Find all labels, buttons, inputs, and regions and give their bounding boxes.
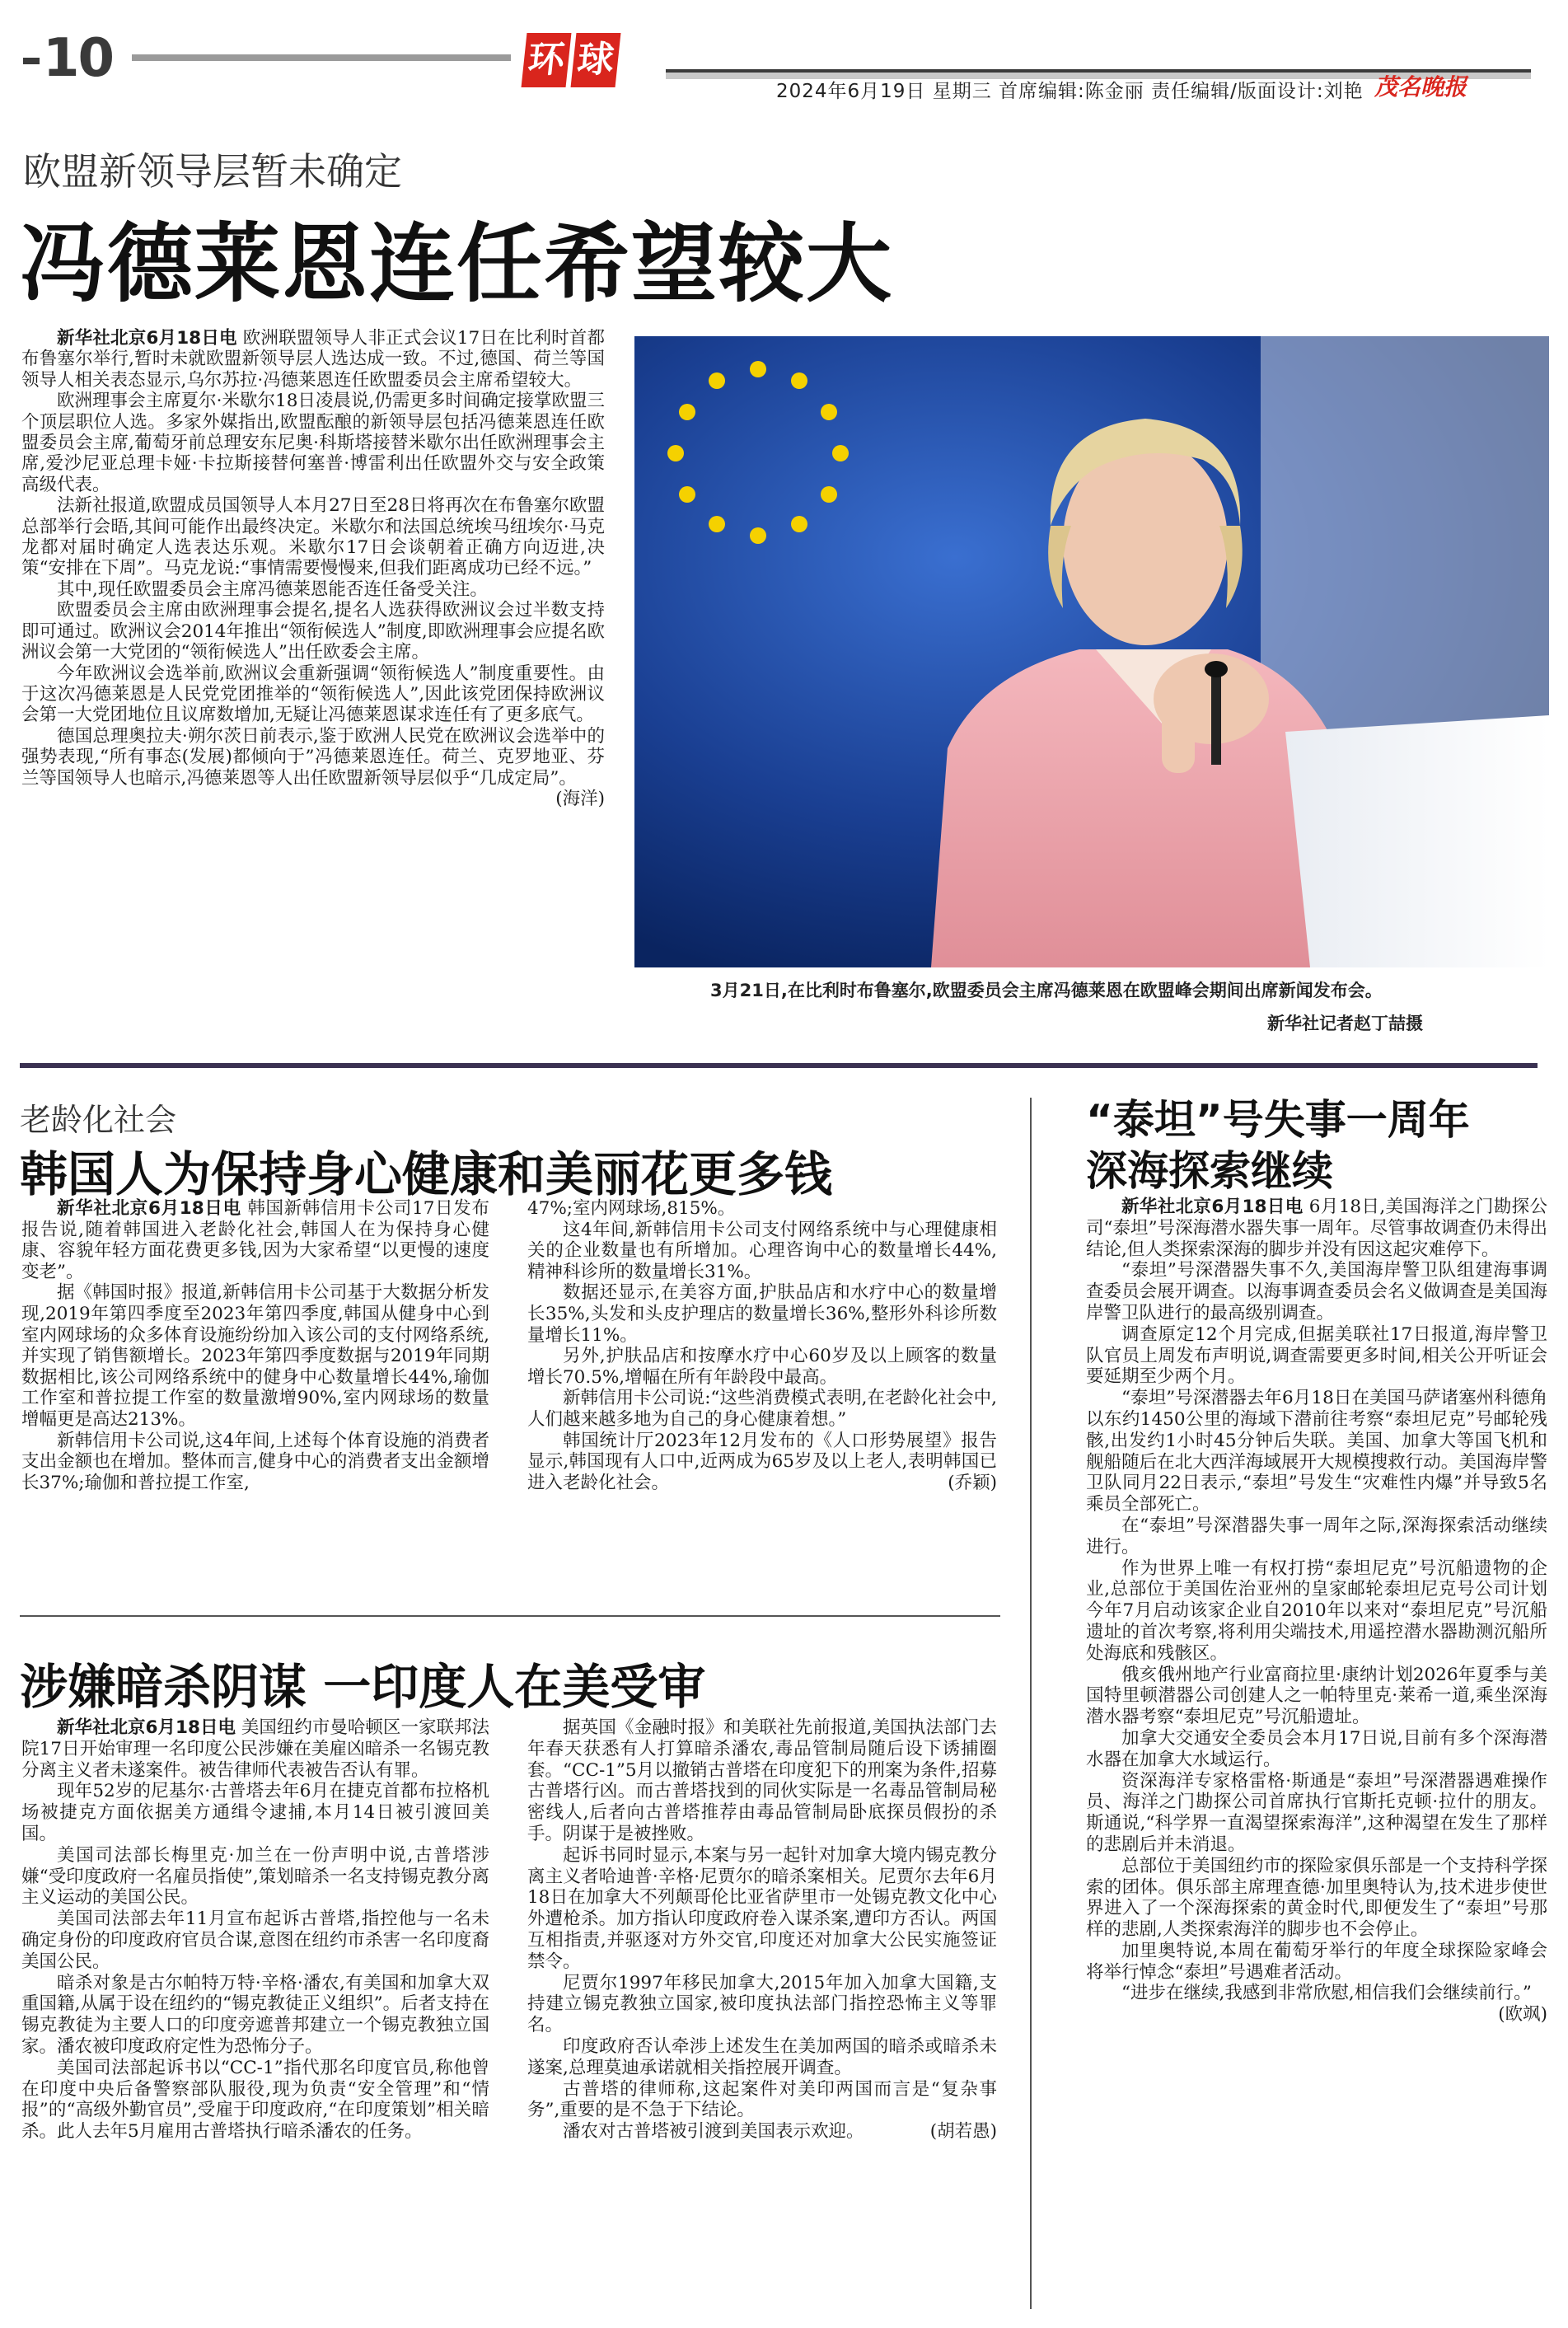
paragraph	[527, 1282, 997, 1346]
paragraph	[527, 1431, 997, 1494]
article2-kicker: 老龄化社会	[20, 1102, 177, 1138]
photo-caption: 3月21日,在比利时布鲁塞尔,欧盟委员会主席冯德莱恩在欧盟峰会期间出席新闻发布会。	[710, 981, 1383, 1000]
paragraph-text: 6月18日,美国海洋之门勘探公司“泰坦”号深海潜水器失事一周年。尽管事故调查仍未得出结论,但人类探索深海的脚步并没有因这起灾难停下。	[1086, 1197, 1547, 1260]
paragraph	[1086, 1983, 1547, 2026]
paragraph-text: 美国司法部长梅里克·加兰在一份声明中说,古普塔涉嫌“受印度政府一名雇员指使”,策划暗杀一名支持锡克教分离主义运动的美国公民。	[21, 1844, 489, 1909]
article2-column-2	[527, 1198, 997, 1493]
paragraph	[21, 391, 605, 495]
article3-title: 涉嫌暗杀阴谋 一印度人在美受审	[20, 1659, 706, 1715]
masthead-rule-left	[132, 54, 511, 61]
paragraph	[1086, 1856, 1547, 1941]
paragraph	[21, 1973, 489, 2058]
paragraph	[21, 600, 605, 663]
paragraph	[1086, 1558, 1547, 1665]
article4-title	[1086, 1094, 1547, 1197]
page-number	[23, 28, 113, 89]
article4-title-line-2: 深海探索继续	[1086, 1147, 1333, 1195]
paragraph	[1086, 1515, 1547, 1558]
byline: (欧飒)	[1498, 2004, 1547, 2026]
section-divider-horizontal	[20, 1063, 1538, 1068]
dateline-lead: 新华社北京6月18日电	[57, 1717, 236, 1738]
paragraph	[21, 579, 605, 600]
dateline: 2024年6月19日 星期三 首席编辑:陈金丽 责任编辑/版面设计:刘艳	[776, 81, 1364, 102]
paragraph-text: 暗杀对象是古尔帕特万特·辛格·潘农,有美国和加拿大双重国籍,从属于设在纽约的“锡克教徒正义组织”。后者支持在锡克教徒为主要人口的印度旁遮普邦建立一个锡克教独立国家。潘农被印度政府定性为恐怖分子。	[21, 1972, 489, 2057]
article1-body	[21, 328, 605, 809]
byline: (乔颖)	[948, 1472, 997, 1493]
paragraph-text: 欧洲联盟领导人非正式会议17日在比利时首都布鲁塞尔举行,暂时未就欧盟新领导层人选达成一致。不过,德国、荷兰等国领导人相关表态显示,乌尔苏拉·冯德莱恩连任欧盟委员会主席希望较大。	[21, 328, 605, 391]
paragraph-text: 尼贾尔1997年移民加拿大,2015年加入加拿大国籍,支持建立锡克教独立国家,被印度执法部门指控恐怖主义等罪名。	[527, 1972, 997, 2036]
section-badge	[524, 33, 618, 87]
paragraph-text: 俄亥俄州地产行业富商拉里·康纳计划2026年夏季与美国特里顿潜器公司创建人之一帕特里克·莱希一道,乘坐深海潜水器考察“泰坦尼克”号沉船遗址。	[1086, 1664, 1547, 1728]
article3-column-1	[21, 1717, 489, 2143]
photo-credit: 新华社记者赵丁喆摄	[1267, 1014, 1423, 1033]
paragraph	[1086, 1728, 1547, 1771]
article3-column-2	[527, 1717, 997, 2143]
section-badge-char-1: 环	[522, 33, 572, 87]
paragraph-text: 在“泰坦”号深潜器失事一周年之际,深海探索活动继续进行。	[1086, 1515, 1547, 1557]
paragraph-text: 印度政府否认牵涉上述发生在美加两国的暗杀或暗杀未遂案,总理莫迪承诺就相关指控展开调查。	[527, 2035, 997, 2078]
paragraph	[527, 1717, 997, 1845]
paragraph	[21, 1282, 489, 1430]
paragraph	[1086, 1260, 1547, 1323]
paragraph-text: “泰坦”号深潜器去年6月18日在美国马萨诸塞州科德角以东约1450公里的海域下潜前往考察“泰坦尼克”号邮轮残骸,出发约1小时45分钟后失联。美国、加拿大等国飞机和舰船随后在北大西洋海域展开大规模搜救行动。美国海岸警卫队同月22日表示,“泰坦”号发生“灾难性内爆”并导致5名乘员全部死亡。	[1086, 1388, 1547, 1515]
paragraph	[21, 1845, 489, 1909]
paragraph-text: 韩国新韩信用卡公司17日发布报告说,随着韩国进入老龄化社会,韩国人在为保持身心健康、容貌年轻方面花费更多钱,因为大家希望“以更慢的速度变老”。	[21, 1198, 489, 1282]
paragraph-text: 据《韩国时报》报道,新韩信用卡公司基于大数据分析发现,2019年第四季度至2023年第四季度,韩国从健身中心到室内网球场的众多体育设施纷纷加入该公司的支付网络系统,并实现了销售额增长。2023年第四季度数据与2019年同期数据相比,该公司网络系统中的健身中心数量增长44%,瑜伽工作室和普拉提工作室的数量激增90%,室内网球场的数量增幅更是高达213%。	[21, 1282, 489, 1430]
paragraph-text: 美国司法部起诉书以“CC-1”指代那名印度官员,称他曾在印度中央后备警察部队服役,现为负责“安全管理”和“情报”的“高级外勤官员”,受雇于印度政府,“在印度策划”相关暗杀。此人去年5月雇用古普塔执行暗杀潘农的任务。	[21, 2057, 489, 2143]
article4-body	[1086, 1197, 1547, 2026]
paragraph	[527, 1845, 997, 1973]
paragraph-text: 美国司法部去年11月宣布起诉古普塔,指控他与一名未确定身份的印度政府官员合谋,意图在纽约市杀害一名印度裔美国公民。	[21, 1909, 489, 1972]
paragraph	[21, 1431, 489, 1494]
paragraph	[527, 1220, 997, 1283]
press-conference-photo	[634, 336, 1549, 967]
paragraph-text: 新韩信用卡公司说,这4年间,上述每个体育设施的消费者支出金额也在增加。整体而言,健身中心的消费者支出金额增长37%;瑜伽和普拉提工作室,	[21, 1430, 489, 1493]
paragraph	[527, 1973, 997, 2036]
paragraph-text: 法新社报道,欧盟成员国领导人本月27日至28日将再次在布鲁塞尔欧盟总部举行会晤,其间可能作出最终决定。米歇尔和法国总统埃马纽埃尔·马克龙都对届时确定人选表达乐观。米歇尔17日会谈朝着正确方向迈进,决策“安排在下周”。马克龙说:“事情需要慢慢来,但我们距离成功已经不远。”	[21, 495, 605, 579]
paragraph-text: 起诉书同时显示,本案与另一起针对加拿大境内锡克教分离主义者哈迪普·辛格·尼贾尔的暗杀案相关。尼贾尔去年6月18日在加拿大不列颠哥伦比亚省萨里市一处锡克教文化中心外遭枪杀。加方指认印度政府卷入谋杀案,遭印方否认。两国互相指责,并驱逐对方外交官,印度还对加拿大公民实施签证禁令。	[527, 1844, 997, 1972]
page-number-dash	[23, 58, 40, 64]
paragraph	[527, 1388, 997, 1430]
paragraph	[21, 663, 605, 726]
article1-kicker: 欧盟新领导层暂未确定	[23, 149, 402, 194]
paragraph-text: 另外,护肤品店和按摩水疗中心60岁及以上顾客的数量增长70.5%,增幅在所有年龄段中最高。	[527, 1346, 997, 1388]
newspaper-logo: 茂名晚报	[1374, 73, 1467, 101]
paragraph	[21, 1198, 489, 1282]
paragraph	[21, 328, 605, 391]
paragraph-text: 美国纽约市曼哈顿区一家联邦法院17日开始审理一名印度公民涉嫌在美雇凶暗杀一名锡克教分离主义者未遂案件。被告律师代表被告否认有罪。	[21, 1717, 489, 1781]
dateline-lead: 新华社北京6月18日电	[1121, 1197, 1304, 1217]
paragraph	[1086, 1197, 1547, 1260]
paragraph	[21, 495, 605, 579]
paragraph-text: 欧盟委员会主席由欧洲理事会提名,提名人选获得欧洲议会过半数支持即可通过。欧洲议会2014年推出“领衔候选人”制度,即欧洲理事会应提名欧洲议会第一大党团的“领衔候选人”出任欧委会主席。	[21, 600, 605, 663]
paragraph	[527, 1198, 997, 1220]
paragraph-text: 作为世界上唯一有权打捞“泰坦尼克”号沉船遗物的企业,总部位于美国佐治亚州的皇家邮轮泰坦尼克号公司计划今年7月启动该家企业自2010年以来对“泰坦尼克”号沉船遗址的首次考察,将利用尖端技术,用遥控潜水器勘测沉船所处海底和残骸区。	[1086, 1557, 1547, 1664]
paragraph-text: 加拿大交通安全委员会本月17日说,目前有多个深海潜水器在加拿大水域运行。	[1086, 1727, 1547, 1770]
byline: (胡若愚)	[929, 2121, 997, 2143]
paragraph	[21, 1909, 489, 1972]
paragraph-text: 古普塔的律师称,这起案件对美印两国而言是“复杂事务”,重要的是不急于下结论。	[527, 2078, 997, 2121]
paragraph	[1086, 1665, 1547, 1728]
article2-column-1	[21, 1198, 489, 1493]
paragraph-text: 新韩信用卡公司说:“这些消费模式表明,在老龄化社会中,人们越来越多地为自己的身心健康着想。”	[527, 1388, 997, 1430]
paragraph	[21, 725, 605, 809]
paragraph-text: “泰坦”号深潜器失事不久,美国海岸警卫队组建海事调查委员会展开调查。以海事调查委员会名义做调查是美国海岸警卫队进行的最高级别调查。	[1086, 1260, 1547, 1323]
paragraph-text: 今年欧洲议会选举前,欧洲议会重新强调“领衔候选人”制度重要性。由于这次冯德莱恩是人民党党团推举的“领衔候选人”,因此该党团保持欧洲议会第一大党团地位且议席数增加,无疑让冯德莱恩谋求连任有了更多底气。	[21, 663, 605, 726]
dateline-lead: 新华社北京6月18日电	[57, 328, 237, 349]
paragraph	[21, 1781, 489, 1844]
paragraph-text: 其中,现任欧盟委员会主席冯德莱恩能否连任备受关注。	[57, 578, 488, 600]
article1-title: 冯德莱恩连任希望较大	[20, 213, 894, 314]
paragraph-text: 这4年间,新韩信用卡公司支付网络系统中与心理健康相关的企业数量也有所增加。心理咨询中心的数量增长44%,精神科诊所的数量增长31%。	[527, 1219, 997, 1282]
paragraph	[1086, 1324, 1547, 1388]
paragraph-text: “进步在继续,我感到非常欣慰,相信我们会继续前行。”	[1121, 1983, 1532, 2004]
article2-title: 韩国人为保持身心健康和美丽花更多钱	[20, 1146, 833, 1202]
paragraph-text: 总部位于美国纽约市的探险家俱乐部是一个支持科学探索的团体。俱乐部主席理查德·加里奥特认为,技术进步使世界进入了一个深海探索的黄金时代,即便发生了“泰坦”号那样的悲剧,人类探索海洋的脚步也不会停止。	[1086, 1855, 1547, 1941]
paragraph-text: 加里奥特说,本周在葡萄牙举行的年度全球探险家峰会将举行悼念“泰坦”号遇难者活动。	[1086, 1940, 1547, 1983]
column-divider-vertical	[1030, 1098, 1032, 2309]
paragraph-text: 调查原定12个月完成,但据美联社17日报道,海岸警卫队官员上周发布声明说,调查需要更多时间,相关公开听证会要延期至少两个月。	[1086, 1323, 1547, 1388]
byline: (海洋)	[555, 788, 605, 809]
paragraph-text: 47%;室内网球场,815%。	[527, 1198, 736, 1219]
paragraph	[1086, 1941, 1547, 1984]
paragraph	[21, 2058, 489, 2143]
paragraph-text: 现年52岁的尼基尔·古普塔去年6月在捷克首都布拉格机场被捷克方面依据美方通缉令逮捕,本月14日被引渡回美国。	[21, 1781, 489, 1844]
paragraph-text: 潘农对古普塔被引渡到美国表示欢迎。	[563, 2121, 864, 2143]
paragraph	[527, 2036, 997, 2079]
paragraph-text: 欧洲理事会主席夏尔·米歇尔18日凌晨说,仍需更多时间确定接掌欧盟三个顶层职位人选。多家外媒指出,欧盟酝酿的新领导层包括冯德莱恩连任欧盟委员会主席,葡萄牙前总理安东尼奥·科斯塔接替米歇尔出任欧洲理事会主席,爱沙尼亚总理卡娅·卡拉斯接替何塞普·博雷利出任欧盟外交与安全政策高级代表。	[21, 391, 605, 495]
paragraph	[527, 2079, 997, 2122]
paragraph	[1086, 1771, 1547, 1856]
article1-photo	[634, 336, 1549, 967]
paragraph	[21, 1717, 489, 1781]
paragraph-text: 据英国《金融时报》和美联社先前报道,美国执法部门去年春天获悉有人打算暗杀潘农,毒品管制局随后设下诱捕圈套。“CC-1”5月以撤销古普塔在印度犯下的刑案为条件,招募古普塔行凶。而古普塔找到的同伙实际是一名毒品管制局秘密线人,后者向古普塔推荐由毒品管制局卧底探员假扮的杀手。阴谋于是被挫败。	[527, 1717, 997, 1844]
paragraph	[527, 1346, 997, 1388]
section-badge-char-2: 球	[571, 33, 621, 87]
page-number-text: 10	[43, 28, 114, 89]
paragraph-text: 德国总理奥拉夫·朔尔茨日前表示,鉴于欧洲人民党在欧洲议会选举中的强势表现,“所有事态(发展)都倾向于”冯德莱恩连任。荷兰、克罗地亚、芬兰等国领导人也暗示,冯德莱恩等人出任欧盟新领导层似乎“几成定局”。	[21, 725, 605, 789]
dateline-lead: 新华社北京6月18日电	[57, 1198, 241, 1219]
paragraph-text: 资深海洋专家格雷格·斯通是“泰坦”号深潜器遇难操作员、海洋之门勘探公司首席执行官斯托克顿·拉什的朋友。斯通说,“科学界一直渴望探索海洋”,这种渴望在发生了那样的悲剧后并未消退。	[1086, 1770, 1547, 1855]
paragraph-text: 韩国统计厅2023年12月发布的《人口形势展望》报告显示,韩国现有人口中,近两成为65岁及以上老人,表明韩国已进入老龄化社会。	[527, 1430, 997, 1493]
paragraph-text: 数据还显示,在美容方面,护肤品店和水疗中心的数量增长35%,头发和头皮护理店的数量增长36%,整形外科诊所数量增长11%。	[527, 1282, 997, 1346]
paragraph	[1086, 1388, 1547, 1515]
article4-title-line-1: “泰坦”号失事一周年	[1086, 1096, 1470, 1144]
article-divider-horizontal	[20, 1615, 1000, 1617]
paragraph	[527, 2121, 997, 2143]
